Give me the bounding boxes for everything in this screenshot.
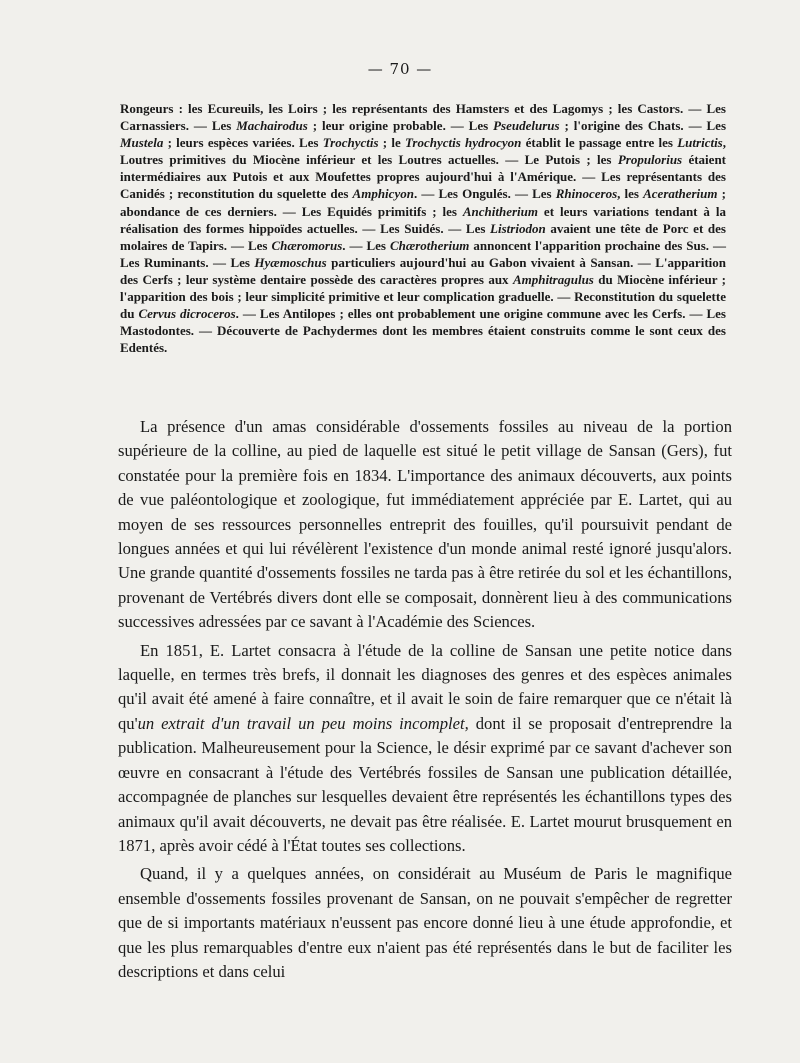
text-run: . — Les Antilopes ; elles ont probablement une origine commune avec les Cerfs. — Les Mastodontes. — Découverte de Pachydermes dont les membres étaient construits comme le sont ceux des Edentés.	[120, 306, 726, 356]
text-run: , Loutres primitives du Miocène inférieur et les Loutres actuelles. — Le Putois ; les	[120, 135, 726, 168]
text-run: . — Les Ongulés. — Les	[413, 186, 556, 202]
text-run: particuliers aujourd'hui au Gabon vivaient à Sansan. — L'apparition des Cerfs ; leur système dentaire possède des caractères propres aux	[120, 254, 726, 287]
italic-term: Rhinoceros	[555, 186, 618, 202]
italic-term: Lutrictis	[677, 135, 723, 151]
summary-paragraph	[120, 100, 726, 356]
text-run: étaient intermédiaires aux Putois et aux Moufettes propres aujourd'hui à l'Amérique. — Les représentants des Canidés ; reconstitution du squelette des	[120, 152, 727, 202]
italic-term: un extrait d'un travail un peu moins incomplet,	[137, 713, 469, 733]
text-run: du Miocène inférieur ; l'apparition des bois ; leur simplicité primitive et leur complication graduelle. — Reconstitution du squelette du	[120, 271, 726, 322]
text-run: dont il se proposait d'entreprendre la publication. Malheureusement pour la Science, le désir exprimé par ce savant d'achever son œuvre en consacrant à l'étude des Vertébrés fossiles de Sansan une publication détaillée, accompagnée de planches sur lesquelles devaient être représentés les échantillons types des animaux qu'il avait découverts, ne devait pas être réalisée. E. Lartet mourut brusquement en 1871, après avoir cédé à l'État toutes ses collections.	[118, 713, 732, 855]
italic-term: Pseudelurus	[493, 118, 560, 134]
italic-term: Chærotherium	[389, 237, 470, 253]
page-number: — 70 —	[367, 60, 433, 78]
body-paragraph-3	[118, 862, 732, 984]
text-run: La présence d'un amas considérable d'ossements fossiles au niveau de la portion supérieure de la colline, au pied de laquelle est situé le petit village de Sansan (Gers), fut constatée pour la première fois en 1834. L'importance des animaux découverts, aux points de vue paléontologique et zoologique, fut immédiatement appréciée par E. Lartet, qui au moyen de ses ressources personnelles entreprit des fouilles, qu'il poursuivit pendant de longues années et qui lui révélèrent l'existence d'un monde animal resté ignoré jusqu'alors. Une grande quantité d'ossements fossiles ne tarda pas à être retirée du sol et les échantillons, provenant de Vertébrés divers dont elle se composait, donnèrent lieu à des communications successives adressées par ce savant à l'Académie des Sciences.	[118, 417, 732, 632]
italic-term: Propulorius	[617, 152, 683, 168]
text-run: En 1851, E. Lartet consacra à l'étude de la colline de Sansan une petite notice dans laquelle, en termes très brefs, il donnait les diagnoses des genres et des espèces animales qu'il avait été amené à faire connaître, et il avait le soin de faire remarquer que ce n'était là qu'	[118, 640, 732, 733]
text-run: ; leur origine probable. — Les	[307, 118, 494, 134]
italic-term: Trochyctis hydrocyon	[404, 135, 522, 151]
text-run: ; abondance de ces derniers. — Les Equidés primitifs ; les	[120, 186, 726, 219]
italic-term: Anchitherium	[462, 203, 538, 219]
text-run: et leurs variations tendant à la réalisation des formes hippoïdes actuelles. — Les Suidés. — Les	[120, 203, 726, 236]
italic-term: Trochyctis	[322, 135, 379, 151]
italic-term: Amphicyon	[352, 186, 414, 202]
body-paragraph-1	[118, 415, 732, 635]
text-run: ; leurs espèces variées. Les	[163, 135, 323, 151]
text-run: . — Les	[342, 237, 390, 253]
body-text	[118, 415, 732, 988]
text-run: ; le	[378, 135, 405, 151]
italic-term: Hyæmoschus	[254, 254, 327, 270]
text-run: Rongeurs : les Ecureuils, les Loirs ; les représentants des Hamsters et des Lagomys ; les Castors. — Les Carnassiers. — Les	[120, 101, 726, 134]
chapter-summary	[120, 100, 726, 356]
italic-term: Listriodon	[490, 220, 546, 236]
text-run: , les	[617, 186, 644, 202]
text-run: établit le passage entre les	[521, 135, 678, 151]
text-run: avaient une tête de Porc et des molaires de Tapirs. — Les	[120, 220, 726, 253]
italic-term: Mustela	[120, 135, 164, 151]
italic-term: Chæromorus	[271, 237, 343, 253]
italic-term: Machairodus	[236, 118, 308, 134]
text-run: ; l'origine des Chats. — Les	[559, 118, 727, 134]
text-run: annoncent l'apparition prochaine des Sus. — Les Ruminants. — Les	[120, 237, 726, 270]
italic-term: Aceratherium	[643, 186, 718, 202]
body-paragraph-2	[118, 639, 732, 859]
text-run: Quand, il y a quelques années, on considérait au Muséum de Paris le magnifique ensemble d'ossements fossiles provenant de Sansan, on ne pouvait s'empêcher de regretter que de si importants matériaux n'eussent pas encore donné lieu à une étude approfondie, et que les plus remarquables d'entre eux n'aient pas été représentés dans le but de faciliter les descriptions et dans celui	[118, 864, 732, 981]
italic-term: Amphitragulus	[512, 271, 594, 287]
italic-term: Cervus dicroceros	[138, 306, 236, 322]
